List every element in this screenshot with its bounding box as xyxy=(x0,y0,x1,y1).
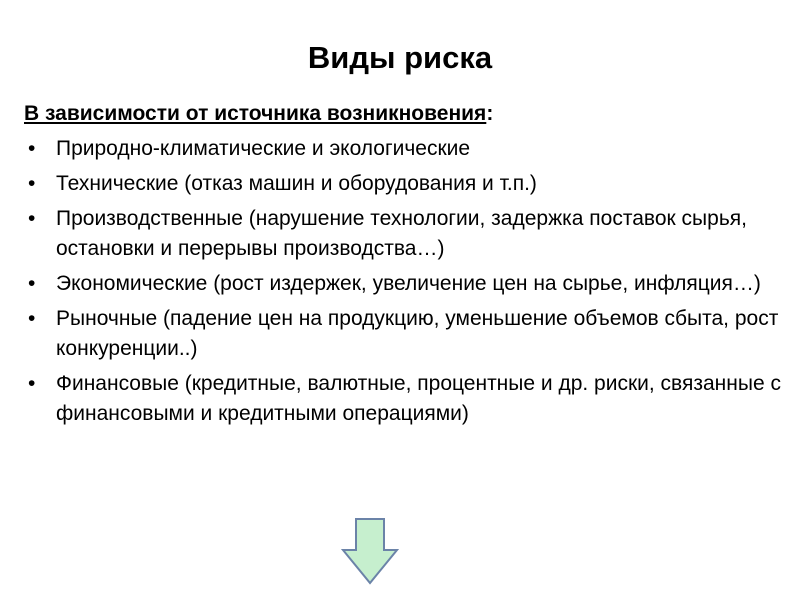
list-item xyxy=(24,304,784,364)
list-item-text: Финансовые (кредитные, валютные, процентные и др. риски, связанные с финансовыми и кредитными операциями) xyxy=(56,372,781,425)
slide-title: Виды риска xyxy=(307,40,493,75)
bullet-icon: • xyxy=(28,372,36,395)
subtitle xyxy=(24,100,493,128)
subtitle-text: В зависимости от источника возникновения xyxy=(24,102,487,125)
bullet-icon: • xyxy=(28,272,36,295)
list-item xyxy=(24,204,784,264)
list-item-text: Природно-климатические и экологические xyxy=(56,137,471,160)
list-item-text: Экономические (рост издержек, увеличение цен на сырье, инфляция…) xyxy=(56,272,761,295)
list-item xyxy=(24,169,784,199)
list-item xyxy=(24,134,784,164)
down-arrow-icon xyxy=(341,517,399,585)
list-item xyxy=(24,369,784,429)
subtitle-colon: : xyxy=(486,102,494,125)
list-item-text: Производственные (нарушение технологии, задержка поставок сырья, остановки и перерывы производства…) xyxy=(56,207,747,260)
down-arrow-shape xyxy=(343,519,397,583)
list-item-text: Рыночные (падение цен на продукцию, уменьшение объемов сбыта, рост конкуренции..) xyxy=(56,307,779,360)
bullet-icon: • xyxy=(28,172,36,195)
bullet-icon: • xyxy=(28,137,36,160)
risk-types-list xyxy=(24,134,784,434)
bullet-icon: • xyxy=(28,307,36,330)
list-item-text: Технические (отказ машин и оборудования и т.п.) xyxy=(56,172,537,195)
bullet-icon: • xyxy=(28,207,36,230)
list-item xyxy=(24,269,784,299)
